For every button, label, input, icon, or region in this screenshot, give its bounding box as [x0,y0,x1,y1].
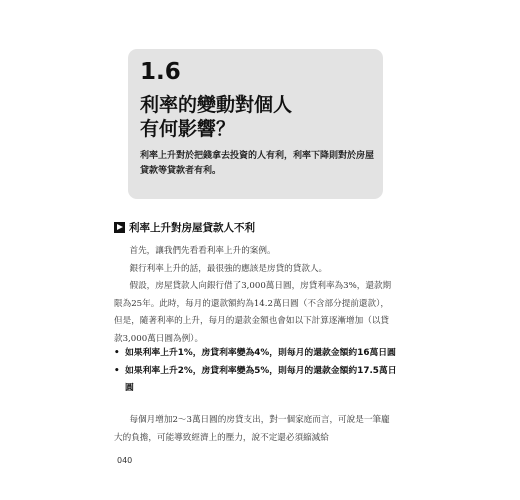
section-subtitle: 利率上升對於把錢拿去投資的人有利，利率下降則對於房屋貸款等貸款者有利。 [140,151,375,176]
section-title-line2: 有何影響？ [140,118,236,140]
section-title [140,93,292,141]
list-item [114,345,404,363]
page-number: 040 [117,456,133,465]
section-title-line1: 利率的變動對個人 [140,94,293,116]
section-number: 1.6 [140,59,181,85]
list-item [114,363,404,398]
bullet-list [114,345,404,398]
play-icon [114,222,125,233]
subsection-heading-text: 利率上升對房屋貸款人不利 [129,222,255,234]
bullet-dot: • [114,348,120,358]
bullet-text: 如果利率上升1%，房貸利率變為4%，則每月的還款金額約16萬日圓 [125,348,396,358]
section-header-box [128,49,383,199]
closing-paragraph [114,412,394,447]
paragraph: 每個月增加2～3萬日圓的房貸支出，對一個家庭而言，可說是一筆龐大的負擔，可能導致經濟上的壓力，說不定還必須縮減給 [114,415,390,443]
paragraph: 首先，讓我們先看看利率上升的案例。 [129,246,276,256]
paragraph: 假設，房屋貸款人向銀行借了3,000萬日圓，房貸利率為3%，還款期限為25年。此時，每月的還款額約為14.2萬日圓（不含部分提前還款），但是，隨著利率的上升，每月的還款金額也會如以下計算逐漸增加（以貸款3,000萬日圓為例）。 [114,281,392,344]
body-text [114,243,394,348]
bullet-dot: • [114,365,120,376]
bullet-text: 如果利率上升2%，房貸利率變為5%，則每月的還款金額約17.5萬日圓 [125,365,397,393]
subsection-heading [114,220,255,235]
paragraph: 銀行利率上升的話，最很強的應該是房貸的貸款人。 [129,263,328,274]
